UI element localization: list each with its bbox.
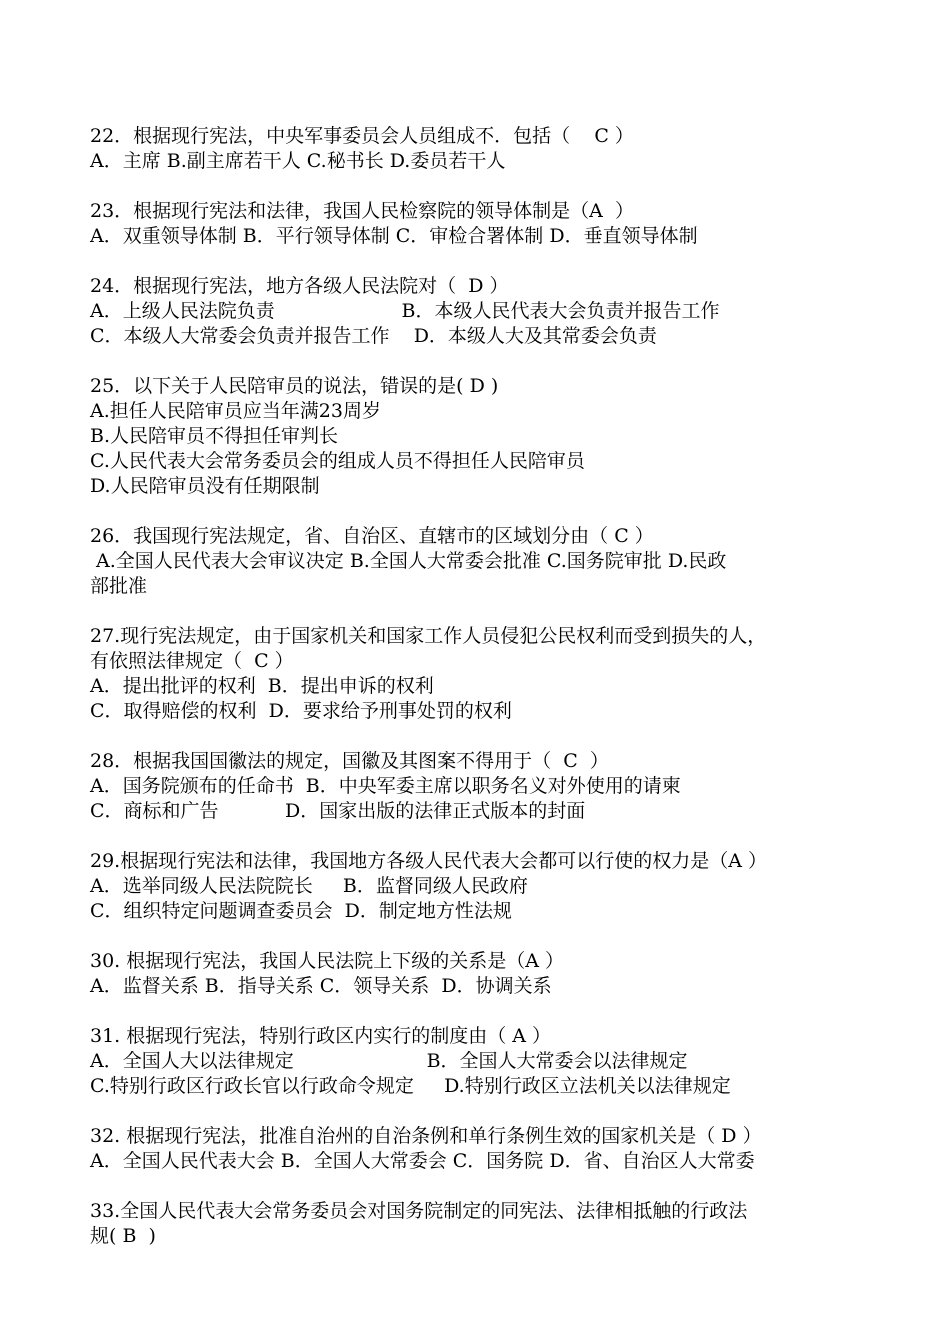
question-24-stem: 24．根据现行宪法，地方各级人民法院对（ D ） bbox=[90, 275, 509, 297]
question-22-stem: 22．根据现行宪法，中央军事委员会人员组成不．包括（ C ） bbox=[90, 125, 634, 147]
question-31-options-ab: A．全国人大以法律规定 B．全国人大常委会以法律规定 bbox=[90, 1050, 688, 1072]
question-25-stem: 25．以下关于人民陪审员的说法，错误的是( D ) bbox=[90, 375, 499, 397]
question-30-stem: 30. 根据现行宪法，我国人民法院上下级的关系是（A ） bbox=[90, 950, 565, 972]
question-28-options-cd: C．商标和广告 D．国家出版的法律正式版本的封面 bbox=[90, 800, 586, 822]
question-29-options-ab: A．选举同级人民法院院长 B．监督同级人民政府 bbox=[90, 875, 528, 897]
question-28-options-ab: A．国务院颁布的任命书 B．中央军委主席以职务名义对外使用的请柬 bbox=[90, 775, 681, 797]
question-29-stem: 29.根据现行宪法和法律，我国地方各级人民代表大会都可以行使的权力是（A ） bbox=[90, 850, 767, 872]
question-26-options: A.全国人民代表大会审议决定 B.全国人大常委会批准 C.国务院审批 D.民政 bbox=[90, 550, 727, 572]
question-33-stem-continued: 规( B ) bbox=[90, 1225, 156, 1247]
question-27-options-cd: C．取得赔偿的权利 D．要求给予刑事处罚的权利 bbox=[90, 700, 512, 722]
question-32-stem: 32. 根据现行宪法，批准自治州的自治条例和单行条例生效的国家机关是（ D ） bbox=[90, 1125, 762, 1147]
question-27-options-ab: A．提出批评的权利 B．提出申诉的权利 bbox=[90, 675, 434, 697]
question-24-options-ab: A．上级人民法院负责 B．本级人民代表大会负责并报告工作 bbox=[90, 300, 720, 322]
question-26-stem: 26．我国现行宪法规定，省、自治区、直辖市的区域划分由（ C ） bbox=[90, 525, 654, 547]
question-29-options-cd: C．组织特定问题调查委员会 D．制定地方性法规 bbox=[90, 900, 512, 922]
question-26-options-continued: 部批准 bbox=[90, 575, 148, 597]
question-32-options: A．全国人民代表大会 B．全国人大常委会 C．国务院 D．省、自治区人大常委 bbox=[90, 1150, 755, 1172]
question-33-stem: 33.全国人民代表大会常务委员会对国务院制定的同宪法、法律相抵触的行政法 bbox=[90, 1200, 748, 1222]
question-23-stem: 23．根据现行宪法和法律，我国人民检察院的领导体制是（A ） bbox=[90, 200, 634, 222]
question-25-option-b: B.人民陪审员不得担任审判长 bbox=[90, 425, 339, 447]
question-30-options: A．监督关系 B．指导关系 C．领导关系 D．协调关系 bbox=[90, 975, 552, 997]
question-22-options: A．主席 B.副主席若干人 C.秘书长 D.委员若干人 bbox=[90, 150, 506, 172]
question-24-options-cd: C．本级人大常委会负责并报告工作 D．本级人大及其常委会负责 bbox=[90, 325, 657, 347]
question-28-stem: 28．根据我国国徽法的规定，国徽及其图案不得用于（ C ） bbox=[90, 750, 609, 772]
question-27-stem-continued: 有依照法律规定（ C ） bbox=[90, 650, 294, 672]
question-25-option-d: D.人民陪审员没有任期限制 bbox=[90, 475, 320, 497]
question-27-stem: 27.现行宪法规定，由于国家机关和国家工作人员侵犯公民权利而受到损失的人， bbox=[90, 625, 767, 647]
question-23-options: A．双重领导体制 B．平行领导体制 C．审检合署体制 D．垂直领导体制 bbox=[90, 225, 698, 247]
question-25-option-c: C.人民代表大会常务委员会的组成人员不得担任人民陪审员 bbox=[90, 450, 585, 472]
question-25-option-a: A.担任人民陪审员应当年满23周岁 bbox=[90, 400, 381, 422]
question-31-options-cd: C.特别行政区行政长官以行政命令规定 D.特别行政区立法机关以法律规定 bbox=[90, 1075, 731, 1097]
question-31-stem: 31. 根据现行宪法，特别行政区内实行的制度由（ A ） bbox=[90, 1025, 552, 1047]
